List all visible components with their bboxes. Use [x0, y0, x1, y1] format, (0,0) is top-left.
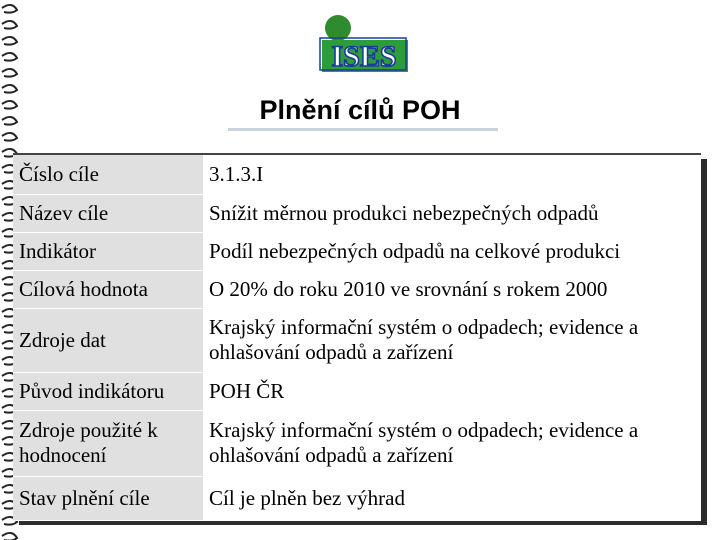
table-row [13, 308, 701, 372]
row-value: POH ČR [203, 372, 702, 410]
row-value: Krajský informační systém o odpadech; evidence a ohlašování odpadů a zařízení [203, 410, 702, 476]
row-label: Číslo cíle [13, 154, 203, 194]
row-label: Původ indikátoru [13, 372, 203, 410]
row-value: Cíl je plněn bez výhrad [203, 476, 702, 520]
row-value: Podíl nebezpečných odpadů na celkové produkci [203, 232, 702, 270]
row-value: 3.1.3.I [203, 154, 702, 194]
table-row [13, 194, 701, 232]
table-row [13, 232, 701, 270]
row-value: Snížit měrnou produkci nebezpečných odpadů [203, 194, 702, 232]
page-title: Plnění cílů POH [259, 95, 461, 125]
logo-green-circle [325, 15, 351, 41]
row-value: O 20% do roku 2010 ve srovnání s rokem 2000 [203, 270, 702, 308]
table-row [13, 154, 701, 194]
table-row [13, 476, 701, 520]
row-label: Cílová hodnota [13, 270, 203, 308]
logo-text: ISES [331, 40, 397, 73]
row-label: Indikátor [13, 232, 203, 270]
table-row [13, 372, 701, 410]
row-label: Stav plnění cíle [13, 476, 203, 520]
row-label: Zdroje použité k hodnocení [13, 410, 203, 476]
title-underline [228, 128, 498, 131]
table-row [13, 270, 701, 308]
row-label: Zdroje dat [13, 308, 203, 372]
goal-table [13, 153, 701, 521]
table-row [13, 410, 701, 476]
ises-logo [318, 12, 410, 74]
row-label: Název cíle [13, 194, 203, 232]
row-value: Krajský informační systém o odpadech; evidence a ohlašování odpadů a zařízení [203, 308, 702, 372]
